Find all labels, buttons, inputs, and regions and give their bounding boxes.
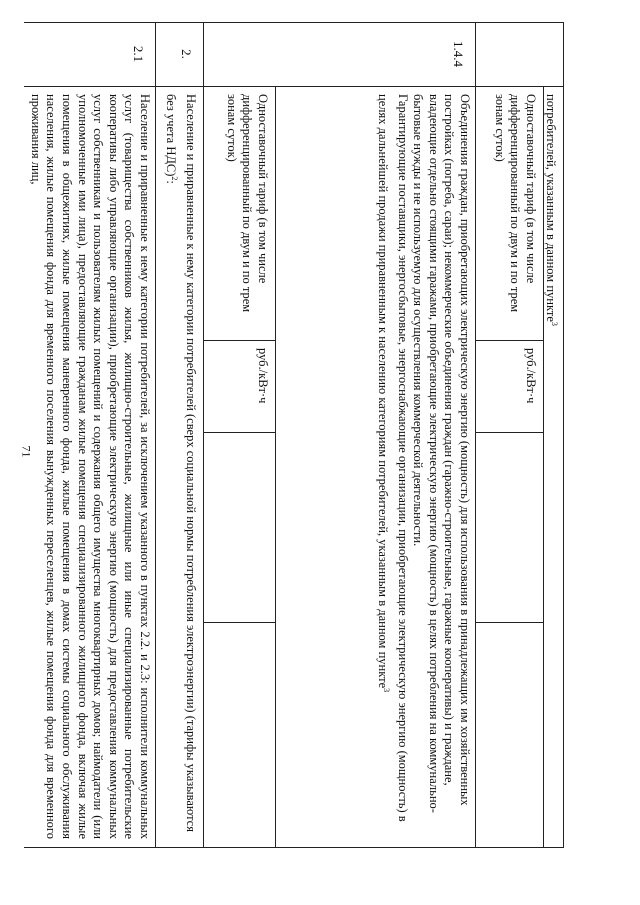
table-row-1-4-4: 1.4.4 Объединения граждан, приобретающих электрическую энергию (мощность) для использования в принадлежащих им хозяйственных постройках (погреба, сараи); некоммерческие объединения граждан (гаражно-строительные, гаражные кооперативы) и граждане, владеющие отдельно стоящими гаражами, приобретающие электрическую энергию (мощность) в целях потребления на коммунально-бытовые нужды и не используемую для осуществления коммерческой деятельности. Гарантирующие поставщики, энергосбытовые, энергоснабжающие организации, приобретающие электрическую энергию (мощность) в целях дальнейшей продажи приравненным к населению категориям потребителей, указанным в данном пункте$^3$ Одноставочный тариф (в том числе дифференцированный по двум и по трем зонам суток) руб./кВт·ч xyxy=(203,22,476,848)
row-1-4-4-text: Объединения граждан, приобретающих электрическую энергию (мощность) для использования в принадлежащих им хозяйственных постройках (погреба, сараи); некоммерческие объединения граждан (гаражно-строительные, гаражные кооперативы) и граждане, владеющие отдельно стоящими гаражами, приобретающие электрическую энергию (мощность) в целях потребления на коммунально-бытовые нужды и не используемую для осуществления коммерческой деятельности. Гарантирующие поставщики, энергосбытовые, энергоснабжающие организации, приобретающие электрическую энергию (мощность) в целях дальнейшей продажи приравненным к населению категориям потребителей, указанным в данном пункте$^3$ xyxy=(375,94,472,822)
unit-label: руб./кВт·ч xyxy=(256,348,270,404)
unit-label: руб./кВт·ч xyxy=(524,348,538,404)
tariff-table xyxy=(24,22,564,848)
tariff-label: Одноставочный тариф (в том числе дифференцированный по двум и по трем зонам суток) xyxy=(224,94,270,313)
fragment-text: потребителей, указанным в данном пункте$^3$ xyxy=(543,94,559,326)
tariff-label: Одноставочный тариф (в том числе дифференцированный по двум и по трем зонам суток) xyxy=(492,94,538,313)
table-row-2: 2. Население и приравненные к нему категории потребителей (сверх социальной нормы потребления электроэнергии) (тарифы указываются без учета НДС)$^2$: xyxy=(155,22,204,848)
row-2-1-text: Население и приравненные к нему категории потребителей, за исключением указанного в пунктах 2.2. и 2.3: исполнители коммунальных услуг (товарищества собственников жилья, жилищно-строительные, жилищные или иные специализированные потребительские кооперативы либо управляющие организации), приобретающие электрическую энергию (мощность) для предоставления коммунальных услуг собственникам и пользователям жилых помещений и содержания общего имущества многоквартирных домов; наймодатели (или уполномоченные ими лица), предоставляющие гражданам жилые помещения специализированного жилищного фонда, включая жилые помещения в общежитиях, жилые помещения маневренного фонда, жилые помещения в домах системы социального обслуживания населения, жилые помещения фонда для временного поселения вынужденных переселенцев, жилые помещения фонда для временного проживания лиц, xyxy=(28,94,152,839)
page-number: 71 xyxy=(19,445,34,458)
table-row-2-1: 2.1 Население и приравненные к нему категории потребителей, за исключением указанного в пунктах 2.2. и 2.3: исполнители коммунальных услуг (товарищества собственников жилья, жилищно-строительные, жилищные или иные специализированные потребительские кооперативы либо управляющие организации), приобретающие электрическую энергию (мощность) для предоставления коммунальных услуг собственникам и пользователям жилых помещений и содержания общего имущества многоквартирных домов; наймодатели (или уполномоченные ими лица), предоставляющие гражданам жилые помещения специализированного жилищного фонда, включая жилые помещения в общежитиях, жилые помещения маневренного фонда, жилые помещения в домах системы социального обслуживания населения, жилые помещения фонда для временного поселения вынужденных переселенцев, жилые помещения фонда для временного проживания лиц, xyxy=(24,22,156,848)
row-2-text: Население и приравненные к нему категории потребителей (сверх социальной нормы потребления электроэнергии) (тарифы указываются без учета НДС)$^2$: xyxy=(164,94,198,832)
table-row-fragment xyxy=(475,22,564,848)
